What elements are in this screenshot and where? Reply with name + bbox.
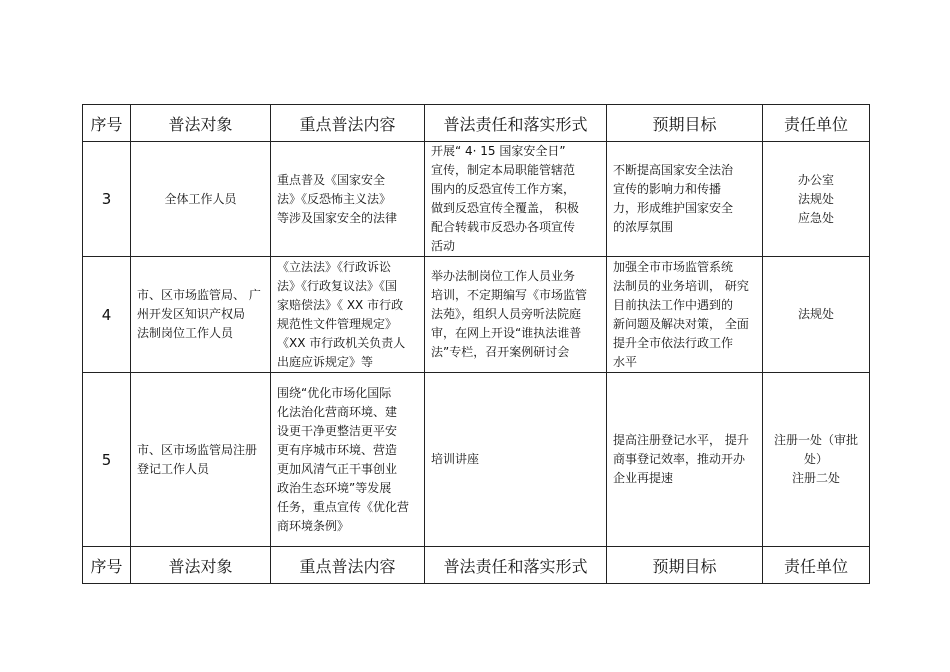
row-number: 5 [83, 373, 131, 547]
content-cell [271, 373, 425, 547]
legal-education-plan-table [82, 104, 870, 584]
text-line: 法规处 [797, 191, 834, 206]
text-line: 力，形成维护国家安全 [613, 201, 734, 215]
target-cell [131, 142, 271, 257]
text-line: 不断提高国家安全法治 [613, 163, 734, 177]
form-cell [425, 257, 607, 373]
header-cell: 普法责任和落实形式 [425, 105, 607, 142]
text-line: 法”专栏，召开案例研讨会 [431, 345, 570, 359]
unit-cell [763, 373, 870, 547]
table-row [83, 257, 870, 373]
text-line: 的浓厚氛围 [613, 220, 674, 234]
text-line: 市、区市场监管局、 广 [137, 288, 261, 302]
text-line: 培训，不定期编写《市场监管 [431, 288, 588, 302]
header-cell: 预期目标 [607, 547, 763, 584]
header-cell: 序号 [83, 105, 131, 142]
goal-cell [607, 142, 763, 257]
text-line: 更加风清气正干事创业 [277, 461, 398, 476]
header-cell: 预期目标 [607, 105, 763, 142]
text-line: 《立法法》《行政诉讼 [277, 259, 392, 274]
text-line: 法苑》，组织人员旁听法院庭 [431, 307, 582, 321]
text-line: 目前执法工作中遇到的 [613, 297, 734, 312]
form-cell [425, 142, 607, 257]
text-line: 州开发区知识产权局 [137, 307, 246, 321]
header-cell: 责任单位 [763, 547, 870, 584]
text-line: 法》《反恐怖主义法》 [277, 191, 392, 206]
unit-cell [763, 257, 870, 373]
unit-cell [763, 142, 870, 257]
text-line: 法》《行政复议法》《国 [277, 278, 398, 293]
text-line: 宣传的影响力和传播 [613, 182, 722, 196]
text-line: 全体工作人员 [164, 191, 237, 206]
text-line: 市、区市场监管局注册 [137, 442, 258, 457]
text-line: 商环境条例》 [277, 518, 350, 533]
text-line: 新问题及解决对策， 全面 [613, 316, 749, 331]
content-cell [271, 142, 425, 257]
text-line: 应急处 [797, 210, 834, 225]
text-line: 提高注册登记水平， 提升 [613, 433, 749, 447]
text-line: 法制员的业务培训， 研究 [613, 278, 749, 293]
text-line: 规范性文件管理规定》 [277, 316, 398, 331]
header-cell: 责任单位 [763, 105, 870, 142]
text-line: 提升全市依法行政工作 [613, 335, 734, 350]
text-line: 围绕“优化市场化国际 [277, 385, 392, 400]
text-line: 重点普及《国家安全 [277, 172, 386, 187]
text-line: 水平 [613, 354, 638, 369]
header-cell: 重点普法内容 [271, 105, 425, 142]
header-cell: 重点普法内容 [271, 547, 425, 584]
text-line: 设更干净更整洁更平安 [277, 423, 398, 438]
goal-cell [607, 257, 763, 373]
text-line: 政治生态环境”等发展 [277, 480, 392, 495]
text-line: 登记工作人员 [137, 461, 210, 476]
header-cell: 序号 [83, 547, 131, 584]
table-footer-header-row [83, 547, 870, 584]
text-line: 审，在网上开设“谁执法谁普 [431, 326, 582, 340]
text-line: 化法治化营商环境、建 [277, 404, 398, 419]
text-line: 法制岗位工作人员 [137, 326, 234, 340]
target-cell [131, 257, 271, 373]
text-line: 办公室 [797, 172, 834, 187]
text-line: 家赔偿法》《 XX 市行政 [277, 297, 404, 312]
text-line: 做到反恐宣传全覆盖， 积极 [431, 201, 579, 215]
table-row [83, 142, 870, 257]
text-line: 围内的反恐宣传工作方案， [431, 182, 576, 196]
text-line: 等涉及国家安全的法律 [277, 210, 398, 225]
row-number: 3 [83, 142, 131, 257]
goal-cell [607, 373, 763, 547]
text-line: 加强全市市场监管系统 [613, 259, 734, 274]
table-row [83, 373, 870, 547]
header-cell: 普法责任和落实形式 [425, 547, 607, 584]
text-line: 任务，重点宣传《优化营 [277, 499, 410, 514]
target-cell [131, 373, 271, 547]
text-line: 更有序城市环境、营造 [277, 442, 398, 457]
text-line: 举办法制岗位工作人员业务 [431, 269, 576, 283]
form-cell [425, 373, 607, 547]
header-cell: 普法对象 [131, 105, 271, 142]
text-line: 活动 [431, 239, 456, 253]
text-line: 开展“ 4· 15 国家安全日” [431, 144, 566, 158]
text-line: 《XX 市行政机关负责人 [277, 335, 406, 350]
text-line: 宣传，制定本局职能管辖范 [431, 163, 576, 177]
text-line: 商事登记效率，推动开办 [613, 452, 746, 466]
content-cell [271, 257, 425, 373]
row-number: 4 [83, 257, 131, 373]
table-header-row [83, 105, 870, 142]
text-line: 出庭应诉规定》等 [277, 354, 374, 369]
text-line: 法规处 [797, 307, 834, 321]
text-line: 培训讲座 [431, 452, 480, 466]
header-cell: 普法对象 [131, 547, 271, 584]
text-line: 注册二处 [791, 471, 840, 485]
text-line: 配合转载市反恐办各项宣传 [431, 220, 576, 234]
text-line: 处） [803, 452, 828, 466]
text-line: 企业再提速 [613, 471, 674, 485]
text-line: 注册一处（审批 [773, 433, 858, 447]
